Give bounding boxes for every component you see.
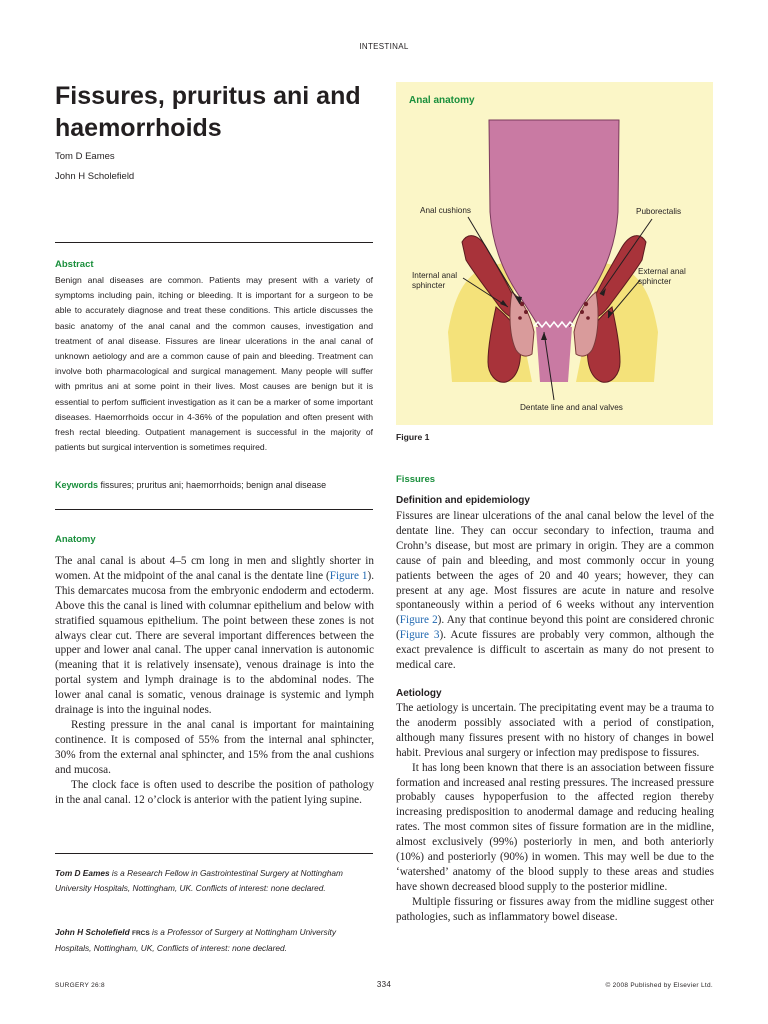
fissures-heading: Fissures <box>396 474 436 485</box>
anatomy-heading: Anatomy <box>55 534 96 545</box>
bio-2-text: is a Professor of Surgery at Nottingham University Hospitals, Nottingham, UK, Conflicts of interest: none declared. <box>55 927 336 953</box>
definition-paragraph <box>396 509 714 673</box>
bio-2-name: John H Scholefield <box>55 927 130 937</box>
bio-1-name: Tom D Eames <box>55 868 110 878</box>
keywords-text: fissures; pruritus ani; haemorrhoids; benign anal disease <box>100 480 327 490</box>
abstract-bottom-rule <box>55 509 373 510</box>
author-bio-2 <box>55 925 373 956</box>
keywords-label: Keywords <box>55 480 99 490</box>
anatomy-p1-text-a: The anal canal is about 4–5 cm long in men and slightly shorter in women. At the midpoint of the anal canal is the dentate line ( <box>55 555 374 582</box>
aetiology-body <box>396 701 714 925</box>
definition-text-c: ). Acute fissures are probably very common, although the exact prevalence is difficult to ascertain as many do not present to medical care. <box>396 629 714 672</box>
bio-1-text: is a Research Fellow in Gastrointestinal Surgery at Nottingham University Hospitals, Nottingham, UK. Conflicts of interest: none declared. <box>55 868 343 893</box>
aetiology-paragraph-1: The aetiology is uncertain. The precipitating event may be a trauma to the anoderm possibly associated with a period of constipation, although many fissures present with no history of changes in bowel habit. Previous anal surgery or infection may predispose to fissures. <box>396 702 714 759</box>
article-title: Fissures, pruritus ani and haemorrhoids <box>55 82 361 142</box>
definition-heading: Definition and epidemiology <box>396 495 530 506</box>
anatomy-paragraph-2: Resting pressure in the anal canal is important for maintaining continence. It is composed of 55% from the internal anal sphincter, 30% from the external anal sphincter, and 15% from the anal cushions and mucosa. <box>55 718 374 776</box>
aetiology-heading: Aetiology <box>396 688 442 699</box>
definition-text-b: ). Any that continue beyond this point are considered chronic ( <box>396 614 714 642</box>
anal-canal <box>536 327 572 382</box>
anal-anatomy-diagram <box>396 82 713 425</box>
footer-journal: SURGERY 26:8 <box>55 982 105 989</box>
abstract-text: Benign anal diseases are common. Patients may present with a variety of symptoms including pain, itching or bleeding. It is important for a surgeon to be able to accurately diagnose and treat these conditions. This article discusses the basic anatomy of the anal canal and the common causes, investigation and treatment of anal disease. Fissures are linear ulcerations in the anal canal of unknown aetiology and are a common cause of pain and bleeding. Treatment can involve both pharmacological and surgical management. Many people will suffer with pmritus ani at some point in their lives. Most causes are benign but it is essential to perfom sufficient investigation as it can be a marker of some important diseases. Haemorrhoids occur in 4-36% of the population and often present with fresh rectal bleeding. Outpatient management is successful in the majority of patients but surgical intervention is sometimes required. <box>55 275 373 453</box>
anatomy-paragraph-3: The clock face is often used to describe the position of pathology in the anal canal. 12 o’clock is anterior with the patient lying supine. <box>55 778 374 806</box>
figure-1-panel <box>396 82 713 425</box>
definition-text-a: Fissures are linear ulcerations of the anal canal below the level of the dentate line. They can occur secondary to infection, trauma and Crohn’s disease, but most are primary in origin. They are a common cause of pain and bleeding, and most commonly occur in young patients between the ages of 20 and 40 years; however, they can present at any age. Most fissures are acute in nature and resolve spontaneously within a period of 6 weeks without any intervention ( <box>396 510 714 627</box>
anatomy-paragraph-1 <box>55 554 374 718</box>
page-number: 334 <box>376 980 392 989</box>
figure-2-link[interactable]: Figure 2 <box>399 614 438 627</box>
figure-caption: Figure 1 <box>396 432 430 442</box>
figure-1-link[interactable]: Figure 1 <box>329 569 368 582</box>
abstract-top-rule <box>55 242 373 243</box>
definition-body <box>396 509 714 673</box>
keywords <box>55 480 373 490</box>
anatomy-p1-text-b: ). This demarcates mucosa from the embryonic endoderm and ectoderm. Above this the canal is lined with columnar epithelium and below with stratified squamous epithelium. The point between these zones is not always clear cut. There are several important differences between the upper and lower anal canal. The upper canal innervation is autonomic (meaning that it is relatively insensate), venous drainage is into the portal system and lymph drainage is to the abdominal nodes. The lower anal canal is somatic, venous drainage is systemic and lymph drainage is into the inguinal nodes. <box>55 569 374 717</box>
aetiology-paragraph-3: Multiple fissuring or fissures away from the midline suggest other pathologies, such as inflammatory bowel disease. <box>396 895 714 923</box>
figure-3-link[interactable]: Figure 3 <box>399 629 440 642</box>
label-external-anal-sphincter-2: sphincter <box>638 277 672 286</box>
bio-rule <box>55 853 373 854</box>
label-external-anal-sphincter-1: External anal <box>638 267 686 276</box>
bio-2-suffix: FRCS <box>132 930 150 937</box>
author-bio-1 <box>55 866 373 896</box>
abstract-heading: Abstract <box>55 259 94 270</box>
label-puborectalis: Puborectalis <box>636 207 682 216</box>
figure-title: Anal anatomy <box>409 95 475 106</box>
label-internal-anal-sphincter-1: Internal anal <box>412 271 458 280</box>
aetiology-paragraph-2: It has long been known that there is an association between fissure formation and increased anal resting pressures. The increased pressure probably causes hypoperfusion to the affected region thereby increasing predisposition to anodermal damage and reducing healing rates. The most common sites of fissure formation are in the midline, almost exclusively (99%) posteriorly in men, and both anteriorly (10%) and posteriorly (90%) in women. This may well be due to the ‘watershed’ anatomy of the blood supply to these areas and studies have shown decreased blood supply to the posterior midline. <box>396 761 714 893</box>
author-2: John H Scholefield <box>55 171 135 182</box>
footer-copyright: © 2008 Published by Elsevier Ltd. <box>605 982 713 989</box>
anatomy-body <box>55 554 374 807</box>
running-head: INTESTINAL <box>359 42 409 51</box>
author-1: Tom D Eames <box>55 151 115 162</box>
label-dentate-line: Dentate line and anal valves <box>520 403 623 412</box>
label-anal-cushions: Anal cushions <box>420 206 471 215</box>
label-internal-anal-sphincter-2: sphincter <box>412 281 446 290</box>
